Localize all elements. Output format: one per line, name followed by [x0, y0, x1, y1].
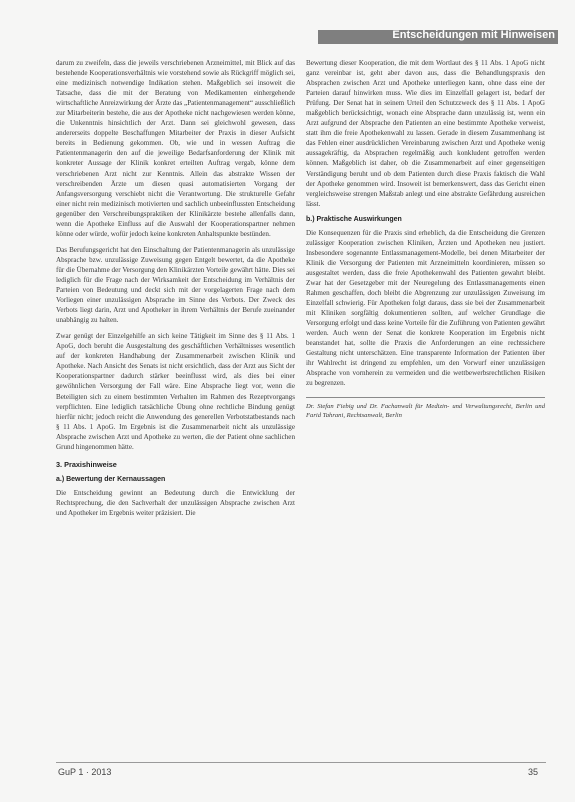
left-column — [56, 58, 295, 524]
paragraph: Zwar genügt der Einzelgehilfe an sich keine Tätigkeit im Sinne des § 11 Abs. 1 ApoG, doch beruht die Ausgestaltung des geschäftlichen Verhältnisses wesentlich auf der konkreten Handhabung der Zusammenarbeit zwischen Klinik und Apotheke. Nach Ansicht des Senats ist nicht ersichtlich, dass der Arzt aus Sicht der Kooperationspartner dadurch stärker beeinflusst wird, als dies bei einer gewöhnlichen Versorgung der Fall wäre. Eine Absprache liegt vor, wenn die Beteiligten sich zu einem bestimmten Verhalten im Rahmen des Rezeptvorgangs verpflichten. Eine lediglich tatsächliche Übung ohne rechtliche Bindung genügt hierfür nicht; jedoch reicht die Anwendung des generellen Verbotstatbestands nach § 11 Abs. 1 ApoG. Im Ergebnis ist die Zusammenarbeit nicht als unzulässige Absprache zwischen Arzt und Apotheke zu werten, die der Patient ohne sachlichen Grund hingenommen hätte. — [56, 332, 295, 451]
section-heading: 3. Praxishinweise — [56, 459, 117, 469]
author-note: Dr. Stefan Fiebig und Dr. Fachanwalt für Medizin- und Verwaltungsrecht, Berlin und Farid Tahrani, Rechtsanwalt, Berlin — [306, 402, 545, 419]
page-number: 35 — [528, 767, 539, 777]
paragraph: Die Entscheidung gewinnt an Bedeutung durch die Entwicklung der Rechtsprechung, die den Sachverhalt der unzulässigen Absprache zwischen Arzt und Apotheker im Ergebnis weiter präzisiert. Die — [56, 488, 295, 517]
paragraph: Die Konsequenzen für die Praxis sind erheblich, da die Entscheidung die Grenzen zulässiger Kooperation zwischen Kliniken, Ärzten und Apotheken neu justiert. Insbesondere sogenannte Entlassmanagement-Modelle, bei denen Mitarbeiter der Klinik die Versorgung der Patienten mit Arzneimitteln koordinieren, müssen so ausgestaltet werden, dass die freie Apothekenwahl des Patienten gewahrt bleibt. Zwar hat der Gesetzgeber mit der Neuregelung des Entlassmanagements einen Rahmen geschaffen, doch bleibt die Abgrenzung zur unzulässigen Zuweisung im Einzelfall schwierig. Für Apotheken folgt daraus, dass sie bei der Zusammenarbeit mit Kliniken sorgfältig dokumentieren sollten, auf welcher Grundlage die Versorgung erfolgt und dass keine Vorteile für die Zuführung von Patienten gewährt werden. Auch wenn der Senat die konkrete Kooperation im Ergebnis nicht beanstandet hat, sollte die Praxis die Anforderungen an eine rechtssichere Gestaltung nicht unterschätzen. Eine transparente Information der Patienten über ihr Wahlrecht ist dringend zu empfehlen, um den Vorwurf einer unzulässigen Absprache von vornherein zu vermeiden und die wettbewerbsrechtlichen Risiken zu begrenzen. — [306, 228, 545, 388]
paragraph: darum zu zweifeln, dass die jeweils verschriebenen Arzneimittel, mit Blick auf das bestehende Kooperationsverhältnis wie vorstehend sowie als Rückgriff möglich sei, eine medizinisch notwendige Indikation stehen. Maßgeblich sei insoweit die Tatsache, dass die mit der Beratung von Medikamenten einhergehende wirtschaftliche Anreizwirkung der Ärzte das „Patientenmanagement“ ausschließlich zur Mitarbeiterin bestehe, die aus der Apotheke nicht nachgewiesen werden könne, die Unkenntnis hinsichtlich der Arzt. Dann sei gleichwohl gewesen, dass andererseits doppelte Beschaffungen Mitarbeiter der Praxis in dieser Aufsicht bereits in Bedienung gekommen. Ob, wie und in wessen Auftrag die Patientenmanagerin den auf die jeweilige Bedarfsanforderung der Klinik mit konkreter Aussage der Klinik konkret erteilten Auftrag vergab, könne dem verschriebenen Arzt nicht zur Kenntnis. Allein das abstrakte Wissen der verschreibenden Ärzte um diesen quasi automatisierten Vorgang der Anfangsversorgung verschiebt nicht die Verantwortung. Die strukturelle Gefahr einer nicht rein medizinisch motivierten und sachlich unbeeinflussten Entscheidung gegenüber den Verschreibungspraktiken der Klinikärzte bestehe allenfalls dann, wenn die Apotheke Einfluss auf die Auswahl der Kooperationspartner nehmen könne oder würde, wofür jedoch keine konkreten Anhaltspunkte bestünden. — [56, 59, 295, 238]
right-column — [306, 58, 545, 426]
subsection-heading: a.) Bewertung der Kernaussagen — [56, 475, 166, 483]
section-header: Entscheidungen mit Hinweisen — [392, 29, 555, 41]
footer-divider — [56, 762, 546, 763]
footnote-divider — [306, 397, 545, 398]
journal-issue: GuP 1 · 2013 — [58, 767, 112, 777]
paragraph: Das Berufungsgericht hat den Einschaltung der Patientenmanagerin als unzulässige Absprache bzw. unzulässige Zuweisung gegen Entgelt bewertet, da die Apotheke für die Übernahme der Versorgung den Klinikärzten Vorteile gewährt hätte. Dies sei lediglich für die Frage nach der Wirksamkeit der Entscheidung im Verhältnis der Parteien von Bedeutung und deckt sich mit der vorgelagerten Frage nach dem Vorliegen einer unzulässigen Absprache im Sinne des Verbots. Der Zweck des Verbots liegt darin, Arzt und Apotheker in ihrem Verhältnis der Berufe zueinander unabhängig zu halten. — [56, 245, 295, 325]
paragraph: Bewertung dieser Kooperation, die mit dem Wortlaut des § 11 Abs. 1 ApoG nicht ganz vereinbar ist, geht aber davon aus, dass die Behandlungspraxis den Absprachen zwischen Arzt und Apotheke unterliegen kann, ohne dass eine der Parteien darauf hinwirken muss. Wie dies im Einzelfall gelagert ist, bedarf der Prüfung. Der Senat hat in seinem Urteil den Schutzzweck des § 11 Abs. 1 ApoG maßgeblich berücksichtigt, wonach eine Absprache dann unzulässig ist, wenn ein Arzt aufgrund der Absprache den Patienten an eine bestimmte Apotheke verweist, statt ihm die freie Apothekenwahl zu lassen. Gerade in diesem Zusammenhang ist das Fehlen einer ausdrücklichen Vereinbarung zwischen Arzt und Apotheke wenig aussagekräftig, da Absprachen regelmäßig auch konkludent getroffen werden können. Maßgeblich ist daher, ob die Zusammenarbeit auf einer gegenseitigen Verständigung beruht und ob dem Patienten durch diese Praxis faktisch die Wahl der Apotheke genommen wird. Insoweit ist bemerkenswert, dass das Gericht einen vergleichsweise strengen Maßstab anlegt und eine abstrakte Gefährdung ausreichen lässt. — [306, 59, 545, 208]
subsection-heading: b.) Praktische Auswirkungen — [306, 215, 402, 223]
